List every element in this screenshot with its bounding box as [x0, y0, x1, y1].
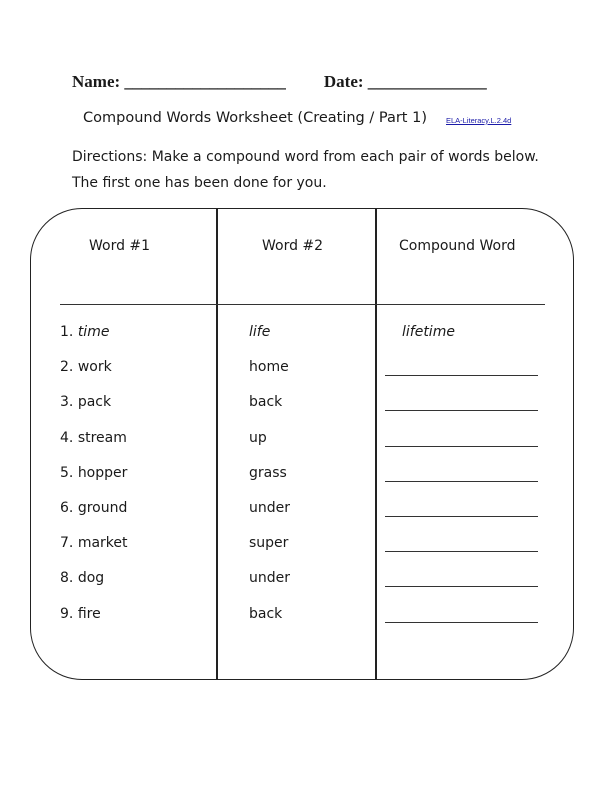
row-8-word2: under — [249, 570, 291, 587]
row-6-word2: under — [249, 500, 291, 516]
row-3-word1 — [60, 394, 111, 410]
word1: hopper — [77, 464, 128, 481]
header-compound: Compound Word — [399, 238, 516, 254]
row-number: 1. — [60, 324, 74, 340]
row-2-word2: home — [249, 359, 289, 376]
row-8-word1 — [60, 570, 104, 586]
row-4-word2: up — [249, 429, 267, 446]
row-3-word2: back — [249, 394, 283, 411]
row-number: 5. — [60, 464, 74, 481]
word1: stream — [77, 429, 127, 446]
word1: time — [77, 324, 110, 340]
row-4-word1 — [60, 430, 127, 446]
row-7-word2: super — [249, 535, 289, 552]
name-field-label[interactable]: Name: ___________________ — [72, 72, 286, 91]
row-6-answer-blank[interactable] — [385, 516, 538, 517]
word1: dog — [77, 570, 105, 587]
header-underline — [60, 304, 545, 305]
column-divider-2 — [375, 209, 377, 680]
row-number: 4. — [60, 429, 74, 446]
column-divider-1 — [216, 209, 218, 680]
row-number: 8. — [60, 570, 74, 587]
date-field-label[interactable]: Date: ______________ — [323, 72, 487, 91]
word1: fire — [77, 605, 101, 622]
row-number: 6. — [60, 500, 74, 516]
row-7-answer-blank[interactable] — [385, 551, 538, 552]
row-2-word1 — [60, 359, 112, 375]
header-line — [72, 72, 487, 92]
row-number: 3. — [60, 394, 74, 411]
row-7-word1 — [60, 535, 128, 551]
word1: work — [77, 359, 112, 376]
row-1-word2: life — [249, 324, 271, 340]
row-5-word1 — [60, 465, 127, 481]
row-9-answer-blank[interactable] — [385, 622, 538, 623]
row-1-answer: lifetime — [402, 324, 455, 340]
word1: market — [77, 535, 128, 552]
row-5-word2: grass — [249, 464, 287, 481]
row-9-word1 — [60, 606, 101, 622]
worksheet-title: Compound Words Worksheet (Creating / Part 1) — [83, 110, 427, 126]
directions-text: Directions: Make a compound word from each pair of words below. The first one has been done for you. — [72, 149, 539, 191]
row-9-word2: back — [249, 605, 283, 622]
row-6-word1 — [60, 500, 127, 516]
row-4-answer-blank[interactable] — [385, 446, 538, 447]
row-3-answer-blank[interactable] — [385, 410, 538, 411]
row-number: 2. — [60, 359, 74, 376]
row-1-word1 — [60, 324, 109, 340]
row-number: 9. — [60, 605, 74, 622]
row-number: 7. — [60, 535, 74, 552]
row-5-answer-blank[interactable] — [385, 481, 538, 482]
row-2-answer-blank[interactable] — [385, 375, 538, 376]
word1: pack — [77, 394, 112, 411]
standard-link[interactable]: ELA-Literacy.L.2.4d — [446, 116, 512, 125]
word1: ground — [77, 500, 128, 516]
header-word1: Word #1 — [89, 238, 151, 254]
row-8-answer-blank[interactable] — [385, 586, 538, 587]
header-word2: Word #2 — [262, 238, 324, 254]
